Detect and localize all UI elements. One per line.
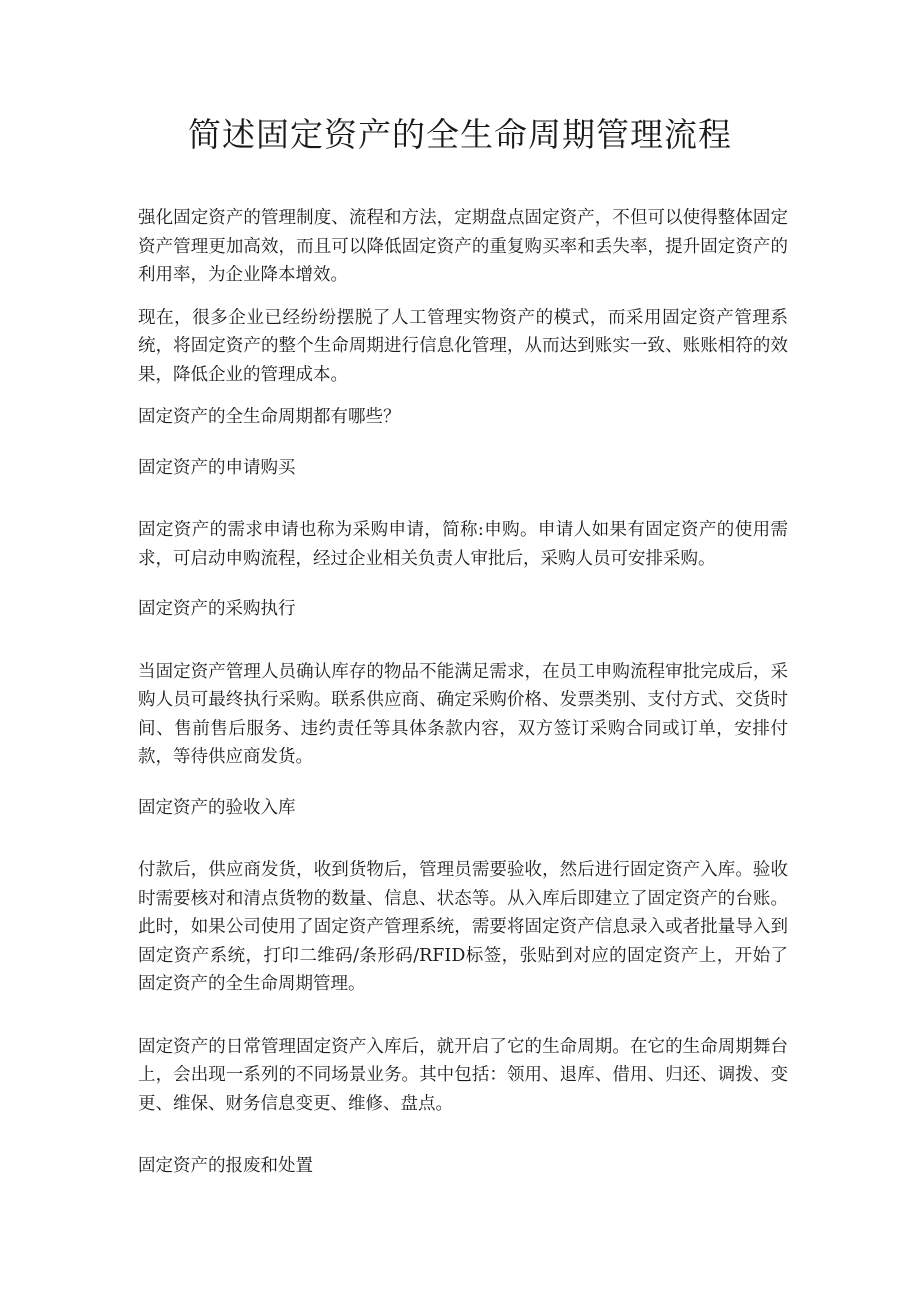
- section-heading-purchase: 固定资产的采购执行: [138, 599, 296, 619]
- section-body-receive: 付款后，供应商发货，收到货物后，管理员需要验收，然后进行固定资产入库。验收时需要核对和清点货物的数量、信息、状态等。从入库后即建立了固定资产的台账。此时，如果公司使用了固定资产管理系统，需要将固定资产信息录入或者批量导入到固定资产系统，打印二维码/条形码/RFID标签，张贴到对应的固定资产上，开始了固定资产的全生命周期管理。: [138, 860, 788, 994]
- section-body-purchase: 当固定资产管理人员确认库存的物品不能满足需求，在员工申购流程审批完成后，采购人员可最终执行采购。联系供应商、确定采购价格、发票类别、支付方式、交货时间、售前售后服务、违约责任等具体条款内容，双方签订采购合同或订单，安排付款，等待供应商发货。: [138, 661, 788, 767]
- section-body-daily: 固定资产的日常管理固定资产入库后，就开启了它的生命周期。在它的生命周期舞台上，会出现一系列的不同场景业务。其中包括：领用、退库、借用、归还、调拨、变更、维保、财务信息变更、维修、盘点。: [138, 1036, 788, 1114]
- intro-paragraph-1: 强化固定资产的管理制度、流程和方法，定期盘点固定资产，不但可以使得整体固定资产管理更加高效，而且可以降低固定资产的重复购买率和丢失率，提升固定资产的利用率，为企业降本增效。: [138, 208, 788, 285]
- section-heading-apply: 固定资产的申请购买: [138, 457, 296, 478]
- section-heading-receive: 固定资产的验收入库: [138, 797, 296, 818]
- intro-paragraph-2: 现在，很多企业已经纷纷摆脱了人工管理实物资产的模式，而采用固定资产管理系统，将固定资产的整个生命周期进行信息化管理，从而达到账实一致、账账相符的效果，降低企业的管理成本。: [138, 307, 788, 385]
- section-body-apply: 固定资产的需求申请也称为采购申请，简称:申购。申请人如果有固定资产的使用需求，可启动申购流程，经过企业相关负责人审批后，采购人员可安排采购。: [138, 520, 788, 569]
- lifecycle-question: 固定资产的全生命周期都有哪些？: [138, 407, 401, 427]
- section-heading-disposal: 固定资产的报废和处置: [138, 1156, 313, 1176]
- document-title: 简述固定资产的全生命周期管理流程: [188, 115, 732, 154]
- document-body: [138, 204, 788, 1181]
